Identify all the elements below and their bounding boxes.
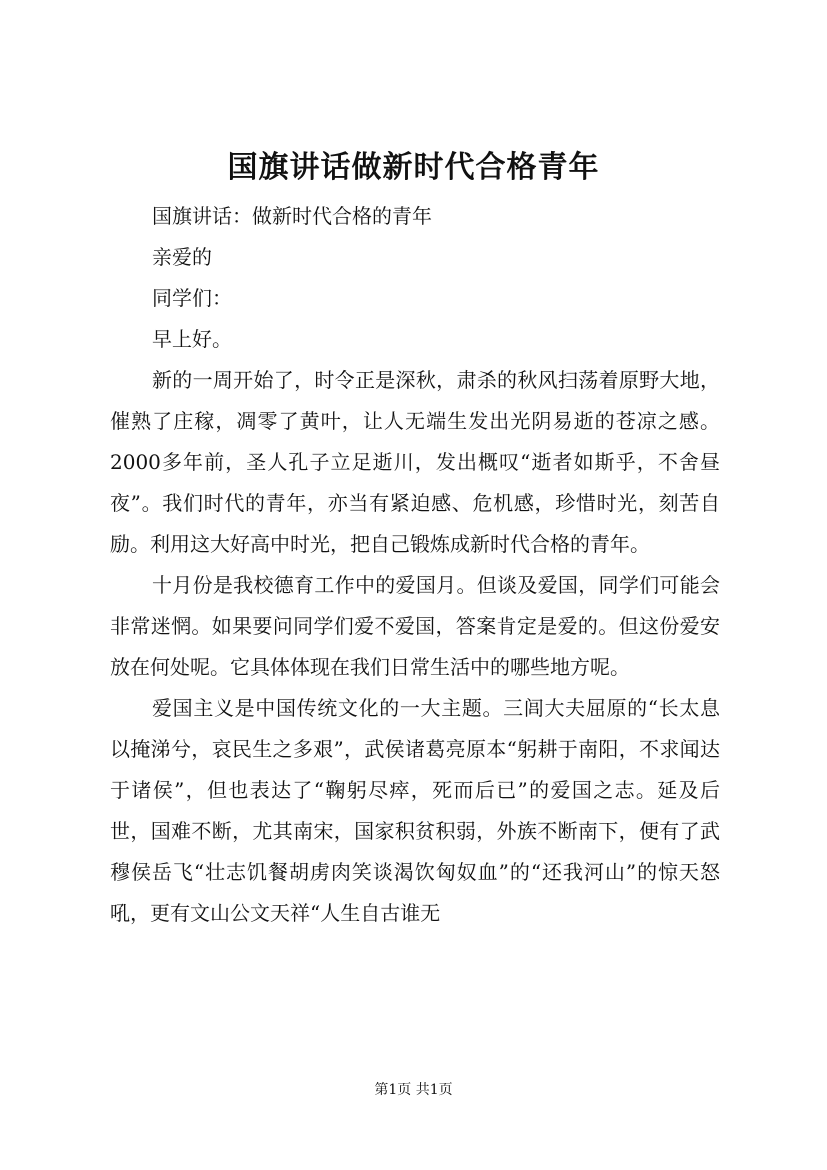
- body-paragraph: 爱国主义是中国传统文化的一大主题。三闾大夫屈原的“长太息以掩涕兮，哀民生之多艰”，武侯诸葛亮原本“躬耕于南阳，不求闻达于诸侯”，但也表达了“鞠躬尽瘁，死而后已”的爱国之志。延及后世，国难不断，尤其南宋，国家积贫积弱，外族不断南下，便有了武穆侯岳飞“壮志饥餐胡虏肉笑谈渴饮匈奴血”的“还我河山”的惊天怒吼，更有文山公文天祥“人生自古谁无: [110, 696, 720, 925]
- document-title: 国旗讲话做新时代合格青年: [227, 150, 600, 185]
- greeting-line: 亲爱的: [152, 245, 212, 269]
- subtitle-line: 国旗讲话：做新时代合格的青年: [152, 204, 432, 228]
- greeting-line: 早上好。: [152, 327, 232, 351]
- greeting-line: 同学们：: [152, 286, 232, 310]
- document-body: [110, 196, 720, 934]
- page-footer: 第1页 共1页: [374, 1082, 453, 1098]
- body-paragraph: 新的一周开始了，时令正是深秋，肃杀的秋风扫荡着原野大地，催熟了庄稼，凋零了黄叶，让人无端生发出光阴易逝的苍凉之感。2000多年前，圣人孔子立足逝川，发出概叹“逝者如斯乎，不舍昼夜”。我们时代的青年，亦当有紧迫感、危机感，珍惜时光，刻苦自励。利用这大好高中时光，把自己锻炼成新时代合格的青年。: [110, 368, 720, 556]
- body-paragraph: 十月份是我校德育工作中的爱国月。但谈及爱国，同学们可能会非常迷惘。如果要问同学们爱不爱国，答案肯定是爱的。但这份爱安放在何处呢。它具体体现在我们日常生活中的哪些地方呢。: [110, 573, 720, 679]
